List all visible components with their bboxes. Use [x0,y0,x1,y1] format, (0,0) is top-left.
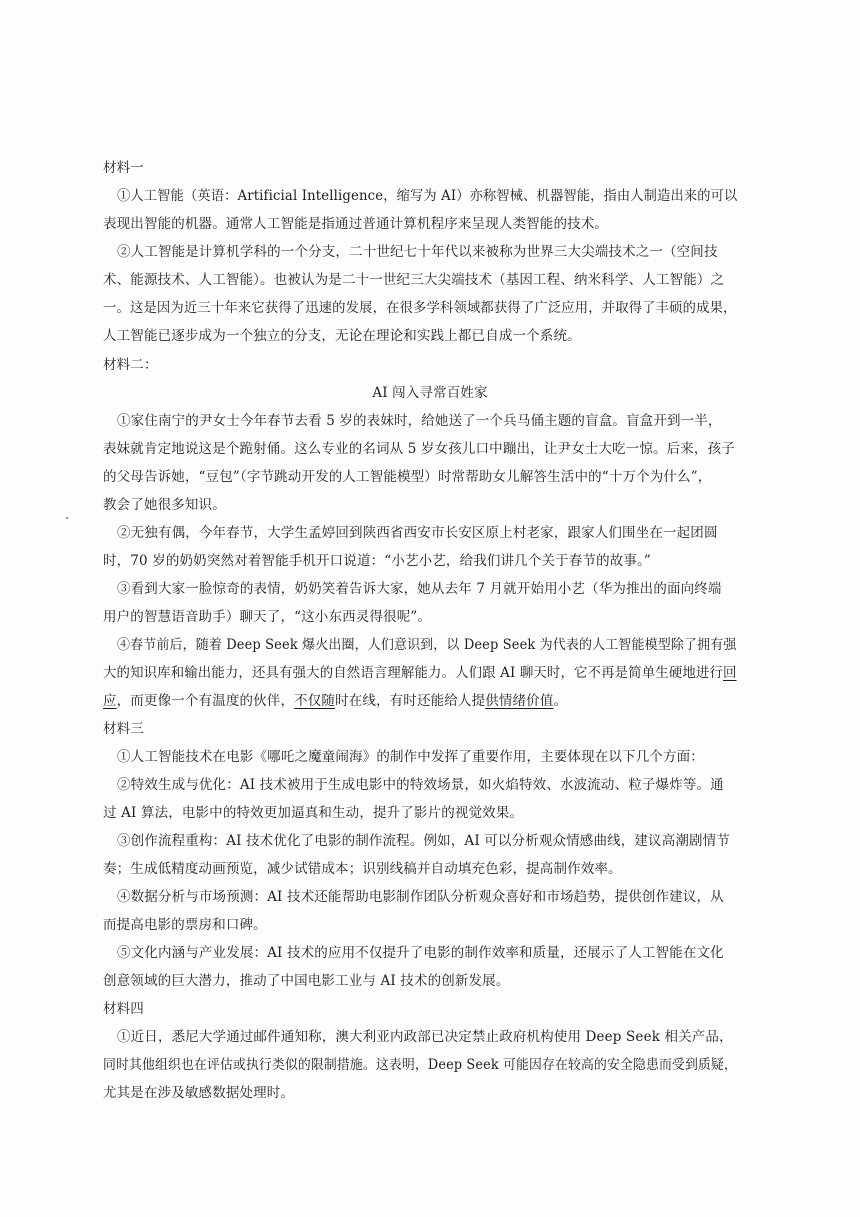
m3-p1: ①人工智能技术在电影《哪吒之魔童闹海》的制作中发挥了重要作用，主要体现在以下几个方面： [117,749,704,765]
m2-p1-line2: 表妹就肯定地说这是个跪射俑。这么专业的名词从 5 岁女孩儿口中蹦出，让尹女士大吃一惊。后来，孩子 [103,441,735,457]
material-one-label: 材料一 [103,160,144,176]
m2-p1-line4: 教会了她很多知识。 [103,497,226,513]
m2-p2-line1: ②无独有偶，今年春节，大学生孟婷回到陕西省西安市长安区原上村老家，跟家人们围坐在一起团圆 [117,525,718,541]
m3-p3-line1: ③创作流程重构：AI 技术优化了电影的制作流程。例如，AI 可以分析观众情感曲线，建议高潮剧情节 [117,833,730,849]
underlined-text: 回 [723,665,737,681]
m4-p1-line2: 同时其他组织也在评估或执行类似的限制措施。这表明，Deep Seek 可能因存在较高的安全隐患而受到质疑， [103,1057,737,1073]
m1-p2-line4: 人工智能已逐步成为一个独立的分支，无论在理论和实践上都已自成一个系统。 [103,328,581,344]
m2-p1-line3: 的父母告诉她，“豆包”（字节跳动开发的人工智能模型）时常帮助女儿解答生活中的“十万个为什么”， [103,469,712,485]
m2-p4-line3 [103,691,567,711]
material-two-label: 材料二： [103,357,158,373]
m2-p4-line3-text: 时在线，有时还能给人提 [335,693,486,709]
m1-p2-line3: 一。这是因为近三十年来它获得了迅速的发展，在很多学科领域都获得了广泛应用，并取得了丰硕的成果， [103,300,737,316]
m2-p4-line1: ④春节前后，随着 Deep Seek 爆火出圈，人们意识到，以 Deep Seek 为代表的人工智能模型除了拥有强 [117,637,737,653]
m3-p3-line2: 奏；生成低精度动画预览，减少试错成本；识别线稿并自动填充色彩，提高制作效率。 [103,861,622,877]
m3-p5-line2: 创意领域的巨大潜力，推动了中国电影工业与 AI 技术的创新发展。 [103,973,510,989]
m4-p1-line3: 尤其是在涉及敏感数据处理时。 [103,1085,295,1101]
m2-p4-line3-text: ，而更像一个有温度的伙伴， [116,693,295,709]
underlined-text: 供情绪价值 [485,693,554,709]
m3-p4-line2: 而提高电影的票房和口碑。 [103,917,267,933]
m2-p4-line2 [103,663,737,683]
m4-p1-line1: ①近日，悉尼大学通过邮件通知称，澳大利亚内政部已决定禁止政府机构使用 Deep Seek 相关产品， [117,1029,733,1045]
m2-p3-line1: ③看到大家一脸惊奇的表情，奶奶笑着告诉大家，她从去年 7 月就开始用小艺（华为推出的面向终端 [117,581,722,597]
underlined-text: 不仅随 [294,693,336,709]
m2-p2-line2: 时，70 岁的奶奶突然对着智能手机开口说道：“小艺小艺，给我们讲几个关于春节的故事。” [103,553,651,569]
m2-p3-line2: 用户的智慧语音助手）聊天了，“这小东西灵得很呢”。 [103,609,432,625]
material-three-label: 材料三 [103,721,144,737]
m1-p1-line2: 表现出智能的机器。通常人工智能是指通过普通计算机程序来呈现人类智能的技术。 [103,216,609,232]
m3-p2-line2: 过 AI 算法，电影中的特效更加逼真和生动，提升了影片的视觉效果。 [103,805,524,821]
stray-dot [66,517,68,519]
m1-p2-line2: 术、能源技术、人工智能）。也被认为是二十一世纪三大尖端技术（基因工程、纳米科学、人工智能）之 [103,272,725,288]
underlined-text: 应 [103,693,117,709]
m1-p1-line1: ①人工智能（英语：Artificial Intelligence，缩写为 AI）亦称智械、机器智能，指由人制造出来的可以 [117,188,738,204]
material-four-label: 材料四 [103,1001,144,1017]
m3-p5-line1: ⑤文化内涵与产业发展：AI 技术的应用不仅提升了电影的制作效率和质量，还展示了人工智能在文化 [117,945,724,961]
m2-p4-line2-text: 大的知识库和输出能力，还具有强大的自然语言理解能力。人们跟 AI 聊天时，它不再是简单生硬地进行 [103,665,724,681]
m2-p1-line1: ①家住南宁的尹女士今年春节去看 5 岁的表妹时，给她送了一个兵马俑主题的盲盒。盲盒开到一半， [117,413,722,429]
article-title: AI 闯入寻常百姓家 [372,385,488,401]
m3-p4-line1: ④数据分析与市场预测：AI 技术还能帮助电影制作团队分析观众喜好和市场趋势，提供创作建议，从 [117,889,724,905]
m1-p2-line1: ②人工智能是计算机学科的一个分支，二十世纪七十年代以来被称为世界三大尖端技术之一（空间技 [117,244,718,260]
m3-p2-line1: ②特效生成与优化：AI 技术被用于生成电影中的特效场景，如火焰特效、水波流动、粒子爆炸等。通 [117,777,724,793]
m2-p4-line3-end: 。 [553,693,568,709]
